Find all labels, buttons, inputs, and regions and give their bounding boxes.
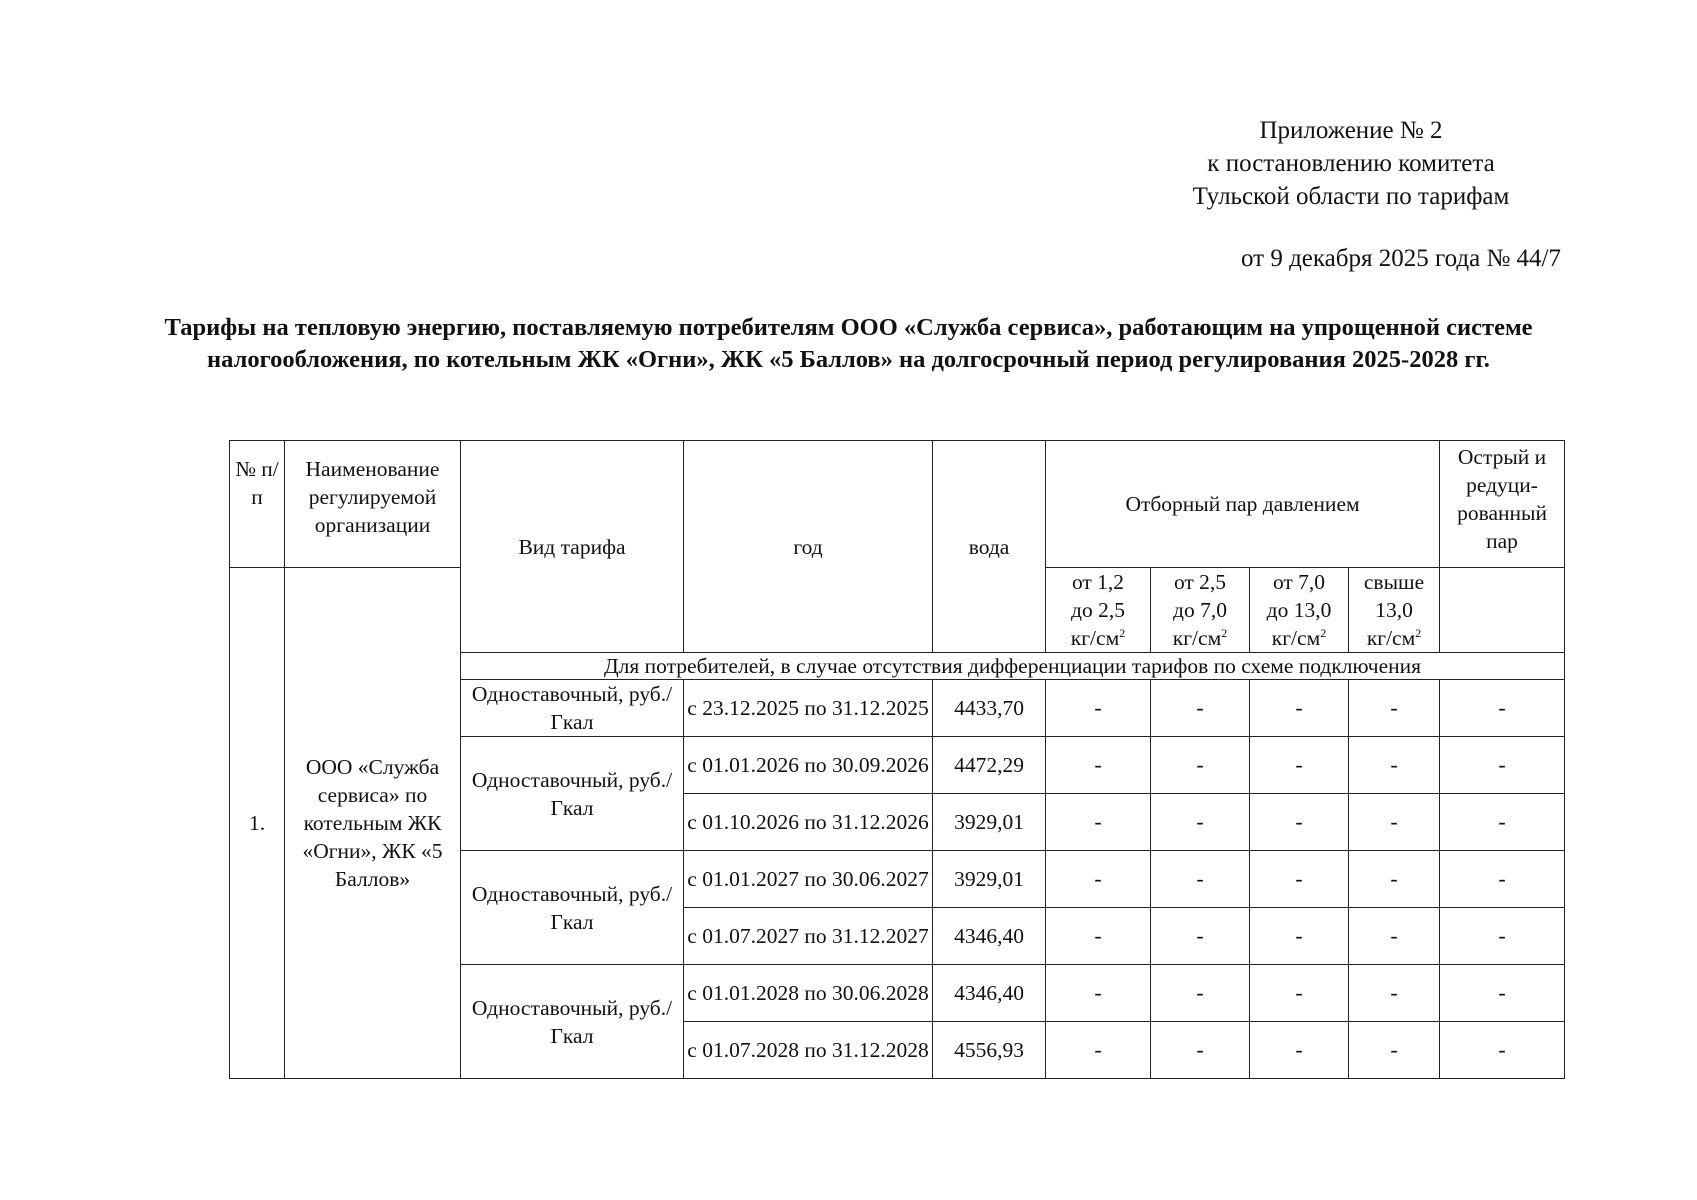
dash-cell: - [1440, 680, 1565, 737]
water-tariff-cell: 4433,70 [933, 680, 1046, 737]
dash-cell: - [1349, 851, 1440, 908]
dash-cell: - [1440, 851, 1565, 908]
dash-cell: - [1046, 680, 1151, 737]
header-pressure-4 [1349, 568, 1440, 653]
dash-cell: - [1349, 737, 1440, 794]
water-tariff-cell: 4472,29 [933, 737, 1046, 794]
pressure-range-from: свыше [1363, 570, 1425, 594]
pressure-unit: кг/см [1070, 626, 1120, 650]
water-tariff-cell: 4346,40 [933, 908, 1046, 965]
tariff-type-cell: Одноставочный, руб./Гкал [461, 965, 684, 1079]
period-cell: с 01.01.2026 по 30.09.2026 [684, 737, 933, 794]
tariff-type-cell: Одноставочный, руб./Гкал [461, 680, 684, 737]
dash-cell: - [1151, 737, 1250, 794]
dash-cell: - [1349, 794, 1440, 851]
pressure-unit: кг/см [1172, 626, 1222, 650]
dash-cell: - [1250, 851, 1349, 908]
period-cell: с 01.10.2026 по 31.12.2026 [684, 794, 933, 851]
water-tariff-cell: 4346,40 [933, 965, 1046, 1022]
header-selected-steam: Отборный пар давлением [1046, 441, 1440, 568]
header-water: вода [933, 441, 1046, 653]
unit-power: 2 [1320, 625, 1327, 640]
water-tariff-cell: 3929,01 [933, 851, 1046, 908]
tariff-type-cell: Одноставочный, руб./Гкал [461, 851, 684, 965]
unit-power: 2 [1415, 625, 1422, 640]
dash-cell: - [1250, 794, 1349, 851]
header-pressure-1 [1046, 568, 1151, 653]
header-pressure-3 [1250, 568, 1349, 653]
dash-cell: - [1151, 908, 1250, 965]
dash-cell: - [1250, 1022, 1349, 1079]
dash-cell: - [1046, 737, 1151, 794]
unit-power: 2 [1119, 625, 1126, 640]
pressure-range-to: до 7,0 [1173, 598, 1227, 622]
dash-cell: - [1046, 965, 1151, 1022]
period-cell: с 01.07.2028 по 31.12.2028 [684, 1022, 933, 1079]
pressure-range-to: до 2,5 [1071, 598, 1125, 622]
dash-cell: - [1250, 680, 1349, 737]
header-org: Наименование регулируемой организации [285, 441, 461, 568]
header-year: год [684, 441, 933, 653]
dash-cell: - [1349, 908, 1440, 965]
dash-cell: - [1046, 1022, 1151, 1079]
tariff-table [229, 440, 1565, 1079]
pressure-range-to: до 13,0 [1266, 598, 1332, 622]
dash-cell: - [1440, 794, 1565, 851]
tariff-type-cell: Одноставочный, руб./Гкал [461, 737, 684, 851]
dash-cell: - [1151, 851, 1250, 908]
header-pressure-2 [1151, 568, 1250, 653]
dash-cell: - [1440, 1022, 1565, 1079]
pressure-range-from: от 2,5 [1173, 570, 1227, 594]
header-num: № п/п [230, 441, 285, 568]
appendix-line: Приложение № 2 [1259, 117, 1443, 144]
period-cell: с 01.01.2027 по 30.06.2027 [684, 851, 933, 908]
dash-cell: - [1440, 965, 1565, 1022]
pressure-unit: кг/см [1366, 626, 1416, 650]
section-label: Для потребителей, в случае отсутствия дифференциации тарифов по схеме подключения [461, 653, 1565, 680]
dash-cell: - [1046, 908, 1151, 965]
unit-power: 2 [1221, 625, 1228, 640]
header-tariff-type: Вид тарифа [461, 441, 684, 653]
dash-cell: - [1349, 1022, 1440, 1079]
dash-cell: - [1151, 1022, 1250, 1079]
document-title: Тарифы на тепловую энергию, поставляемую потребителям ООО «Служба сервиса», работающим на упрощенной системе налогообложения, по котельным ЖК «Огни», ЖК «5 Баллов» на долгосрочный период регулирования 2025-2028 гг. [164, 314, 1533, 373]
dash-cell: - [1250, 908, 1349, 965]
period-cell: с 01.07.2027 по 31.12.2027 [684, 908, 933, 965]
pressure-range-to: 13,0 [1375, 598, 1413, 622]
dash-cell: - [1349, 680, 1440, 737]
dash-cell: - [1151, 965, 1250, 1022]
water-tariff-cell: 3929,01 [933, 794, 1046, 851]
pressure-range-from: от 1,2 [1071, 570, 1125, 594]
organization-name: ООО «Служба сервиса» по котельным ЖК «Огни», ЖК «5 Баллов» [285, 568, 461, 1079]
period-cell: с 01.01.2028 по 30.06.2028 [684, 965, 933, 1022]
header-sharp-steam: Острый и редуци-рованный пар [1440, 441, 1565, 568]
dash-cell: - [1250, 737, 1349, 794]
dash-cell: - [1349, 965, 1440, 1022]
appendix-date: от 9 декабря 2025 года № 44/7 [1240, 245, 1561, 272]
dash-cell: - [1046, 851, 1151, 908]
appendix-header [1141, 114, 1561, 275]
dash-cell: - [1440, 737, 1565, 794]
pressure-range-from: от 7,0 [1272, 570, 1326, 594]
header-sharp-steam-empty [1440, 568, 1565, 653]
period-cell: с 23.12.2025 по 31.12.2025 [684, 680, 933, 737]
appendix-line: к постановлению комитета [1207, 150, 1495, 177]
water-tariff-cell: 4556,93 [933, 1022, 1046, 1079]
dash-cell: - [1440, 908, 1565, 965]
dash-cell: - [1151, 680, 1250, 737]
dash-cell: - [1046, 794, 1151, 851]
row-number: 1. [230, 568, 285, 1079]
dash-cell: - [1250, 965, 1349, 1022]
appendix-line: Тульской области по тарифам [1192, 183, 1510, 210]
dash-cell: - [1151, 794, 1250, 851]
pressure-unit: кг/см [1271, 626, 1321, 650]
